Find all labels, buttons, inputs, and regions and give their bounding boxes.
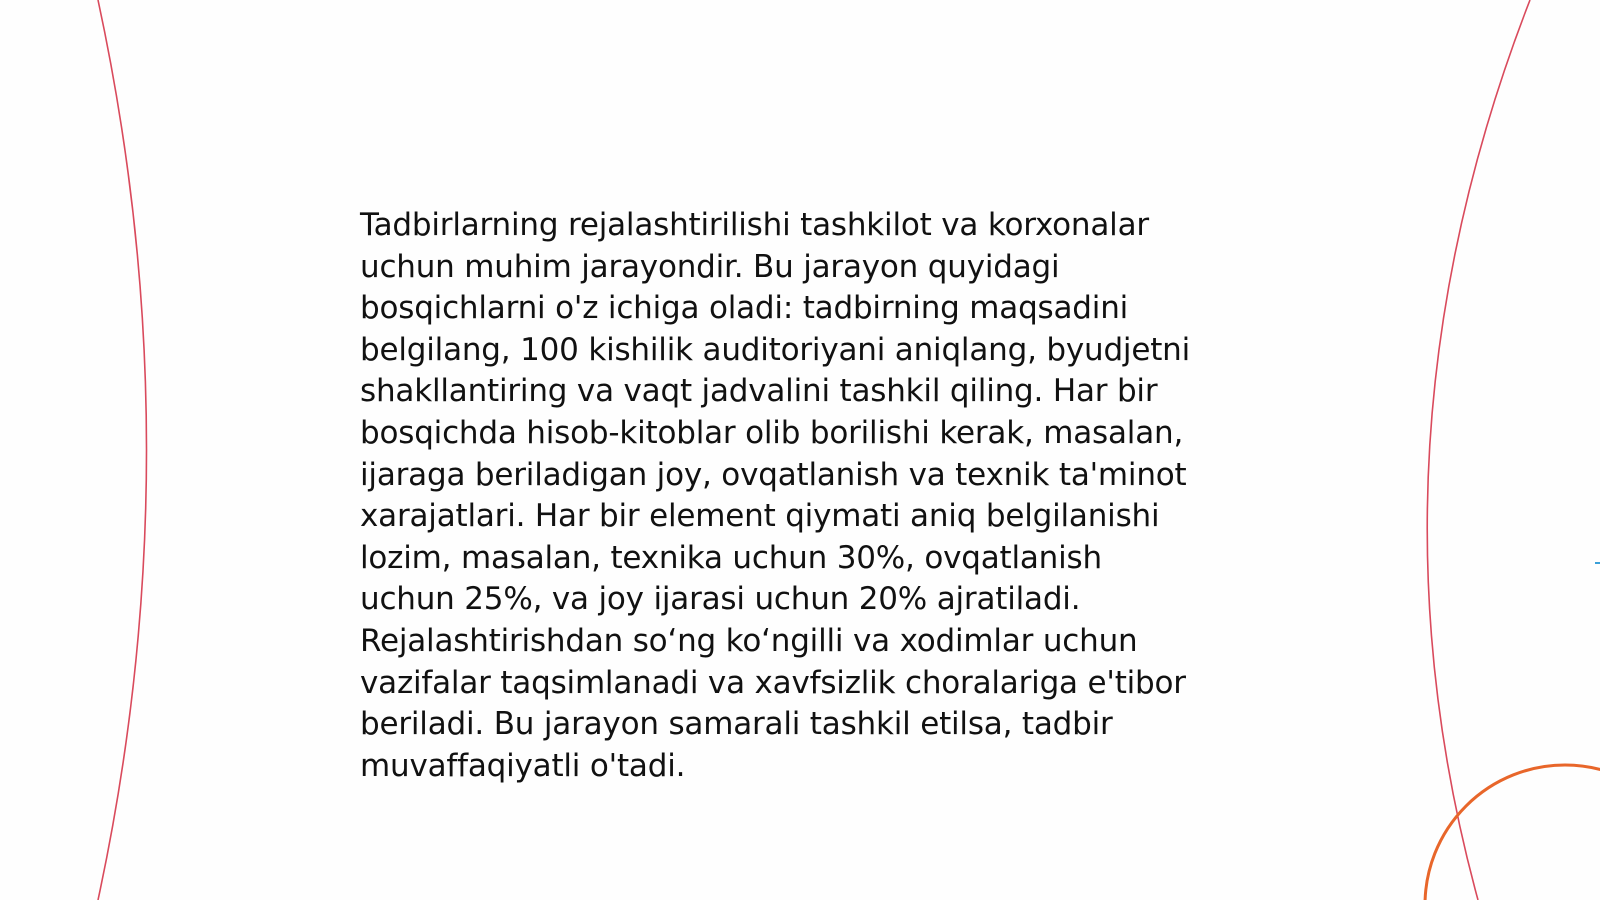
body-line: Rejalashtirishdan so‘ng ko‘ngilli va xodimlar uchun [360, 622, 1138, 659]
body-line: belgilang, 100 kishilik auditoriyani aniqlang, byudjetni [360, 331, 1191, 368]
body-line: uchun muhim jarayondir. Bu jarayon quyidagi [360, 248, 1060, 285]
body-line: muvaffaqiyatli o'tadi. [360, 747, 686, 784]
body-line: ijaraga beriladigan joy, ovqatlanish va texnik ta'minot [360, 456, 1187, 493]
body-text [360, 205, 1245, 787]
body-line: shakllantiring va vaqt jadvalini tashkil qiling. Har bir [360, 373, 1158, 410]
body-line: xarajatlari. Har bir element qiymati aniq belgilanishi [360, 498, 1160, 535]
body-line: uchun 25%, va joy ijarasi uchun 20% ajratiladi. [360, 581, 1081, 618]
body-line: bosqichda hisob-kitoblar olib borilishi kerak, masalan, [360, 414, 1184, 451]
body-line: lozim, masalan, texnika uchun 30%, ovqatlanish [360, 539, 1102, 576]
body-line: bosqichlarni o'z ichiga oladi: tadbirning maqsadini [360, 290, 1129, 327]
body-line: beriladi. Bu jarayon samarali tashkil etilsa, tadbir [360, 706, 1113, 743]
left-arc [98, 0, 147, 900]
right-arc [1427, 0, 1530, 900]
body-line: vazifalar taqsimlanadi va xavfsizlik choralariga e'tibor [360, 664, 1186, 701]
body-line: Tadbirlarning rejalashtirilishi tashkilot va korxonalar [360, 207, 1149, 243]
